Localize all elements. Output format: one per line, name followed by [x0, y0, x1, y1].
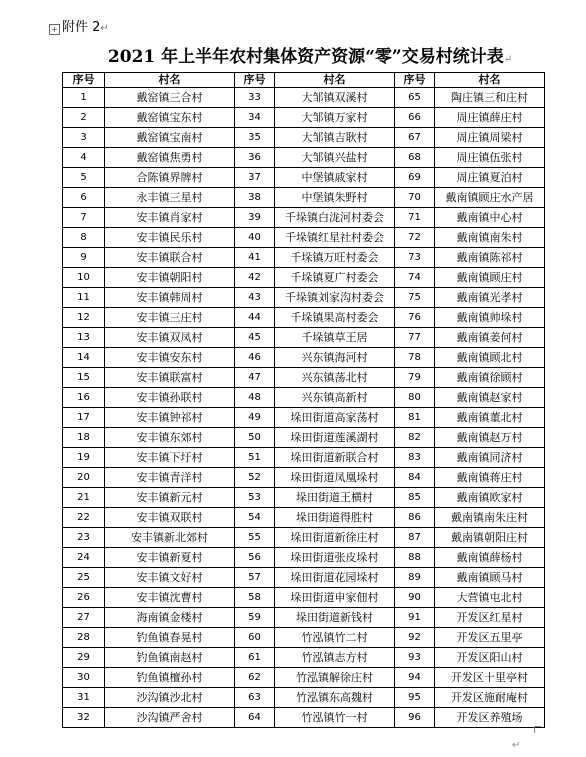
village-cell[interactable]: 周庄镇夏泊村 — [435, 168, 545, 188]
index-cell[interactable]: 37 — [235, 168, 275, 188]
table-row — [63, 128, 545, 148]
index-cell[interactable]: 29 — [63, 648, 105, 668]
village-cell[interactable]: 垛田街道得胜村 — [275, 508, 395, 528]
index-cell[interactable]: 53 — [235, 488, 275, 508]
village-cell[interactable]: 安丰镇钟祁村 — [105, 408, 235, 428]
index-cell[interactable]: 77 — [395, 328, 435, 348]
village-cell[interactable]: 戴南镇帅垛村 — [435, 308, 545, 328]
index-cell[interactable]: 80 — [395, 388, 435, 408]
table-row — [63, 528, 545, 548]
village-cell[interactable]: 安丰镇肖家村 — [105, 208, 235, 228]
index-cell[interactable]: 34 — [235, 108, 275, 128]
village-cell[interactable]: 安丰镇文好村 — [105, 568, 235, 588]
page-corner-mark — [534, 726, 541, 733]
village-cell[interactable]: 安丰镇下圩村 — [105, 448, 235, 468]
index-cell[interactable]: 96 — [395, 708, 435, 728]
village-cell[interactable]: 安丰镇韩周村 — [105, 288, 235, 308]
index-cell[interactable]: 19 — [63, 448, 105, 468]
village-cell[interactable]: 开发区红星村 — [435, 608, 545, 628]
statistics-table — [62, 72, 545, 728]
index-cell[interactable]: 3 — [63, 128, 105, 148]
village-cell[interactable]: 周庄镇薛庄村 — [435, 108, 545, 128]
index-cell[interactable]: 31 — [63, 688, 105, 708]
village-cell[interactable]: 垛田街道新联合村 — [275, 448, 395, 468]
table-anchor-icon[interactable]: + — [49, 24, 60, 35]
index-cell[interactable]: 16 — [63, 388, 105, 408]
village-cell[interactable]: 垛田街道高家荡村 — [275, 408, 395, 428]
attachment-label — [62, 16, 109, 35]
village-cell[interactable]: 千垛镇草王居 — [275, 328, 395, 348]
index-cell[interactable]: 61 — [235, 648, 275, 668]
index-cell[interactable]: 67 — [395, 128, 435, 148]
table-row — [63, 148, 545, 168]
index-cell[interactable]: 42 — [235, 268, 275, 288]
table-row — [63, 588, 545, 608]
table-row — [63, 208, 545, 228]
village-cell[interactable]: 竹泓镇解徐庄村 — [275, 668, 395, 688]
village-cell[interactable]: 兴东镇荡北村 — [275, 368, 395, 388]
index-cell[interactable]: 6 — [63, 188, 105, 208]
village-cell[interactable]: 竹泓镇竹一村 — [275, 708, 395, 728]
index-cell[interactable]: 5 — [63, 168, 105, 188]
index-cell[interactable]: 15 — [63, 368, 105, 388]
index-cell[interactable]: 92 — [395, 628, 435, 648]
index-cell[interactable]: 79 — [395, 368, 435, 388]
village-cell[interactable]: 戴南镇光孝村 — [435, 288, 545, 308]
index-cell[interactable]: 69 — [395, 168, 435, 188]
header-village: 村名 — [105, 73, 235, 88]
index-cell[interactable]: 38 — [235, 188, 275, 208]
village-cell[interactable]: 兴东镇高新村 — [275, 388, 395, 408]
index-cell[interactable]: 78 — [395, 348, 435, 368]
village-cell[interactable]: 戴南镇朝阳庄村 — [435, 528, 545, 548]
index-cell[interactable]: 70 — [395, 188, 435, 208]
village-cell[interactable]: 安丰镇双凤村 — [105, 328, 235, 348]
table-row — [63, 268, 545, 288]
table-row — [63, 508, 545, 528]
index-cell[interactable]: 72 — [395, 228, 435, 248]
index-cell[interactable]: 11 — [63, 288, 105, 308]
index-cell[interactable]: 30 — [63, 668, 105, 688]
village-cell[interactable]: 戴南镇赵家村 — [435, 388, 545, 408]
village-cell[interactable]: 沙沟镇严舍村 — [105, 708, 235, 728]
index-cell[interactable]: 71 — [395, 208, 435, 228]
index-cell[interactable]: 20 — [63, 468, 105, 488]
index-cell[interactable]: 35 — [235, 128, 275, 148]
index-cell[interactable]: 33 — [235, 88, 275, 108]
index-cell[interactable]: 73 — [395, 248, 435, 268]
index-cell[interactable]: 85 — [395, 488, 435, 508]
index-cell[interactable]: 40 — [235, 228, 275, 248]
village-cell[interactable]: 安丰镇东郊村 — [105, 428, 235, 448]
index-cell[interactable]: 90 — [395, 588, 435, 608]
index-cell[interactable]: 84 — [395, 468, 435, 488]
village-cell[interactable]: 周庄镇伍张村 — [435, 148, 545, 168]
index-cell[interactable]: 44 — [235, 308, 275, 328]
index-cell[interactable]: 75 — [395, 288, 435, 308]
table-row — [63, 688, 545, 708]
header-village: 村名 — [435, 73, 545, 88]
index-cell[interactable]: 68 — [395, 148, 435, 168]
table-row — [63, 708, 545, 728]
village-cell[interactable]: 永丰镇三星村 — [105, 188, 235, 208]
index-cell[interactable]: 12 — [63, 308, 105, 328]
index-cell[interactable]: 47 — [235, 368, 275, 388]
village-cell[interactable]: 安丰镇沈曹村 — [105, 588, 235, 608]
village-cell[interactable]: 千垛镇夏广村委会 — [275, 268, 395, 288]
table-row — [63, 408, 545, 428]
village-cell[interactable]: 戴南镇赵万村 — [435, 428, 545, 448]
village-cell[interactable]: 开发区施耐庵村 — [435, 688, 545, 708]
village-cell[interactable]: 千垛镇万旺村委会 — [275, 248, 395, 268]
index-cell[interactable]: 36 — [235, 148, 275, 168]
table-row — [63, 368, 545, 388]
village-cell[interactable]: 开发区养殖场 — [435, 708, 545, 728]
table-row — [63, 108, 545, 128]
table-row — [63, 168, 545, 188]
index-cell[interactable]: 74 — [395, 268, 435, 288]
village-cell[interactable]: 戴南镇顾北村 — [435, 348, 545, 368]
village-cell[interactable]: 兴东镇海河村 — [275, 348, 395, 368]
village-cell[interactable]: 中堡镇戚家村 — [275, 168, 395, 188]
village-cell[interactable]: 千垛镇刘家沟村委会 — [275, 288, 395, 308]
village-cell[interactable]: 安丰镇朝阳村 — [105, 268, 235, 288]
index-cell[interactable]: 66 — [395, 108, 435, 128]
paragraph-mark-icon: ↵ — [100, 23, 109, 34]
village-cell[interactable]: 戴窑镇焦勇村 — [105, 148, 235, 168]
paragraph-mark-icon: ↵ — [503, 54, 513, 65]
village-cell[interactable]: 钓鱼镇南赵村 — [105, 648, 235, 668]
village-cell[interactable]: 垛田街道花园垛村 — [275, 568, 395, 588]
village-cell[interactable]: 戴南镇顾庄村 — [435, 268, 545, 288]
index-cell[interactable]: 39 — [235, 208, 275, 228]
index-cell[interactable]: 82 — [395, 428, 435, 448]
village-cell[interactable]: 垛田街道王横村 — [275, 488, 395, 508]
village-cell[interactable]: 戴南镇蒋庄村 — [435, 468, 545, 488]
village-cell[interactable]: 戴南镇顾庄水产居 — [435, 188, 545, 208]
village-cell[interactable]: 大邹镇万家村 — [275, 108, 395, 128]
index-cell[interactable]: 8 — [63, 228, 105, 248]
village-cell[interactable]: 竹泓镇竹二村 — [275, 628, 395, 648]
village-cell[interactable]: 合陈镇界牌村 — [105, 168, 235, 188]
title-text: 2021 年上半年农村集体资产资源“零”交易村统计表 — [107, 47, 504, 67]
table-row — [63, 608, 545, 628]
village-cell[interactable]: 垛田街道凤凰垛村 — [275, 468, 395, 488]
index-cell[interactable]: 50 — [235, 428, 275, 448]
table-row — [63, 468, 545, 488]
village-cell[interactable]: 安丰镇新元村 — [105, 488, 235, 508]
page-title — [60, 42, 560, 67]
header-index: 序号 — [235, 73, 275, 88]
index-cell[interactable]: 63 — [235, 688, 275, 708]
table-row — [63, 668, 545, 688]
village-cell[interactable]: 大营镇屯北村 — [435, 588, 545, 608]
index-cell[interactable]: 13 — [63, 328, 105, 348]
table-row — [63, 348, 545, 368]
village-cell[interactable]: 竹泓镇东高魏村 — [275, 688, 395, 708]
village-cell[interactable]: 陶庄镇三和庄村 — [435, 88, 545, 108]
village-cell[interactable]: 安丰镇孙联村 — [105, 388, 235, 408]
table-body — [63, 88, 545, 728]
table-row — [63, 648, 545, 668]
index-cell[interactable]: 81 — [395, 408, 435, 428]
index-cell[interactable]: 25 — [63, 568, 105, 588]
index-cell[interactable]: 26 — [63, 588, 105, 608]
index-cell[interactable]: 4 — [63, 148, 105, 168]
index-cell[interactable]: 57 — [235, 568, 275, 588]
index-cell[interactable]: 65 — [395, 88, 435, 108]
village-cell[interactable]: 安丰镇三庄村 — [105, 308, 235, 328]
village-cell[interactable]: 戴窑镇三合村 — [105, 88, 235, 108]
index-cell[interactable]: 87 — [395, 528, 435, 548]
village-cell[interactable]: 千垛镇红星社村委会 — [275, 228, 395, 248]
village-cell[interactable]: 中堡镇朱野村 — [275, 188, 395, 208]
index-cell[interactable]: 58 — [235, 588, 275, 608]
index-cell[interactable]: 60 — [235, 628, 275, 648]
village-cell[interactable]: 戴南镇中心村 — [435, 208, 545, 228]
index-cell[interactable]: 9 — [63, 248, 105, 268]
village-cell[interactable]: 大邹镇双溪村 — [275, 88, 395, 108]
index-cell[interactable]: 32 — [63, 708, 105, 728]
village-cell[interactable]: 沙沟镇沙北村 — [105, 688, 235, 708]
index-cell[interactable]: 17 — [63, 408, 105, 428]
village-cell[interactable]: 戴窑镇宝南村 — [105, 128, 235, 148]
index-cell[interactable]: 10 — [63, 268, 105, 288]
index-cell[interactable]: 55 — [235, 528, 275, 548]
index-cell[interactable]: 18 — [63, 428, 105, 448]
table-row — [63, 308, 545, 328]
table-row — [63, 628, 545, 648]
index-cell[interactable]: 86 — [395, 508, 435, 528]
index-cell[interactable]: 51 — [235, 448, 275, 468]
village-cell[interactable]: 竹泓镇志方村 — [275, 648, 395, 668]
village-cell[interactable]: 安丰镇联富村 — [105, 368, 235, 388]
index-cell[interactable]: 43 — [235, 288, 275, 308]
village-cell[interactable]: 安丰镇青洋村 — [105, 468, 235, 488]
village-cell[interactable]: 安丰镇联合村 — [105, 248, 235, 268]
village-cell[interactable]: 戴窑镇宝东村 — [105, 108, 235, 128]
village-cell[interactable]: 垛田街道新徐庄村 — [275, 528, 395, 548]
index-cell[interactable]: 2 — [63, 108, 105, 128]
village-cell[interactable]: 垛田街道张皮垛村 — [275, 548, 395, 568]
village-cell[interactable]: 戴南镇董北村 — [435, 408, 545, 428]
village-cell[interactable]: 戴南镇欧家村 — [435, 488, 545, 508]
village-cell[interactable]: 千垛镇白泷河村委会 — [275, 208, 395, 228]
index-cell[interactable]: 1 — [63, 88, 105, 108]
village-cell[interactable]: 戴南镇顾马村 — [435, 568, 545, 588]
table-header-row — [63, 73, 545, 88]
header-index: 序号 — [63, 73, 105, 88]
index-cell[interactable]: 76 — [395, 308, 435, 328]
index-cell[interactable]: 46 — [235, 348, 275, 368]
header-village: 村名 — [275, 73, 395, 88]
paragraph-mark-icon: ↵ — [512, 740, 521, 751]
village-cell[interactable]: 安丰镇新夏村 — [105, 548, 235, 568]
index-cell[interactable]: 83 — [395, 448, 435, 468]
village-cell[interactable]: 垛田街道莲溪湖村 — [275, 428, 395, 448]
table-row — [63, 488, 545, 508]
table-row — [63, 288, 545, 308]
index-cell[interactable]: 89 — [395, 568, 435, 588]
village-cell[interactable]: 海南镇金楼村 — [105, 608, 235, 628]
table-row — [63, 228, 545, 248]
table-row — [63, 568, 545, 588]
index-cell[interactable]: 24 — [63, 548, 105, 568]
village-cell[interactable]: 安丰镇新北郊村 — [105, 528, 235, 548]
village-cell[interactable]: 大邹镇吉耿村 — [275, 128, 395, 148]
village-cell[interactable]: 周庄镇周梁村 — [435, 128, 545, 148]
village-cell[interactable]: 戴南镇南朱村 — [435, 228, 545, 248]
index-cell[interactable]: 22 — [63, 508, 105, 528]
village-cell[interactable]: 大邹镇兴盐村 — [275, 148, 395, 168]
village-cell[interactable]: 安丰镇民乐村 — [105, 228, 235, 248]
village-cell[interactable]: 戴南镇陈祁村 — [435, 248, 545, 268]
index-cell[interactable]: 93 — [395, 648, 435, 668]
table-row — [63, 88, 545, 108]
index-cell[interactable]: 21 — [63, 488, 105, 508]
index-cell[interactable]: 27 — [63, 608, 105, 628]
index-cell[interactable]: 28 — [63, 628, 105, 648]
index-cell[interactable]: 48 — [235, 388, 275, 408]
village-cell[interactable]: 戴南镇薛杨村 — [435, 548, 545, 568]
table-row — [63, 188, 545, 208]
table-row — [63, 448, 545, 468]
table-row — [63, 328, 545, 348]
index-cell[interactable]: 41 — [235, 248, 275, 268]
index-cell[interactable]: 95 — [395, 688, 435, 708]
village-cell[interactable]: 安丰镇安东村 — [105, 348, 235, 368]
village-cell[interactable]: 垛田街道新钱村 — [275, 608, 395, 628]
index-cell[interactable]: 91 — [395, 608, 435, 628]
table-row — [63, 428, 545, 448]
index-cell[interactable]: 23 — [63, 528, 105, 548]
index-cell[interactable]: 45 — [235, 328, 275, 348]
village-cell[interactable]: 戴南镇姜何村 — [435, 328, 545, 348]
table-row — [63, 248, 545, 268]
village-cell[interactable]: 戴南镇同济村 — [435, 448, 545, 468]
index-cell[interactable]: 94 — [395, 668, 435, 688]
village-cell[interactable]: 安丰镇双联村 — [105, 508, 235, 528]
header-index: 序号 — [395, 73, 435, 88]
village-cell[interactable]: 戴南镇南朱庄村 — [435, 508, 545, 528]
village-cell[interactable]: 千垛镇果高村委会 — [275, 308, 395, 328]
index-cell[interactable]: 7 — [63, 208, 105, 228]
index-cell[interactable]: 88 — [395, 548, 435, 568]
village-cell[interactable]: 戴南镇徐顾村 — [435, 368, 545, 388]
index-cell[interactable]: 64 — [235, 708, 275, 728]
index-cell[interactable]: 62 — [235, 668, 275, 688]
table-row — [63, 388, 545, 408]
village-cell[interactable]: 开发区五里亭 — [435, 628, 545, 648]
village-cell[interactable]: 开发区十里亭村 — [435, 668, 545, 688]
village-cell[interactable]: 开发区阳山村 — [435, 648, 545, 668]
index-cell[interactable]: 49 — [235, 408, 275, 428]
table-row — [63, 548, 545, 568]
index-cell[interactable]: 56 — [235, 548, 275, 568]
index-cell[interactable]: 59 — [235, 608, 275, 628]
village-cell[interactable]: 钓鱼镇春晃村 — [105, 628, 235, 648]
index-cell[interactable]: 14 — [63, 348, 105, 368]
village-cell[interactable]: 垛田街道申家佃村 — [275, 588, 395, 608]
index-cell[interactable]: 54 — [235, 508, 275, 528]
village-cell[interactable]: 钓鱼镇檀孙村 — [105, 668, 235, 688]
index-cell[interactable]: 52 — [235, 468, 275, 488]
attachment-text: 附件 2 — [62, 20, 101, 35]
